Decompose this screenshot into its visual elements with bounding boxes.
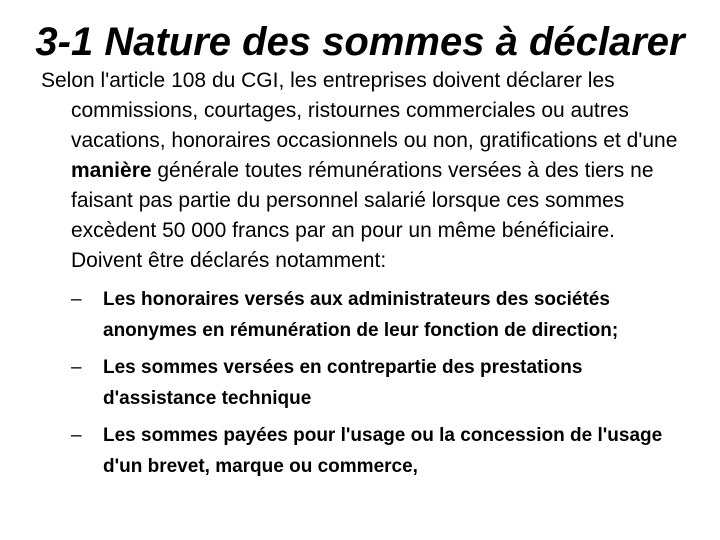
list-item	[71, 284, 691, 346]
list-item	[71, 420, 691, 482]
dash-bullet-icon: –	[71, 357, 82, 378]
list-item	[71, 352, 691, 414]
slide-title: 3-1 Nature des sommes à déclarer	[35, 20, 685, 64]
list-item-text: Les honoraires versés aux administrateurs des sociétés anonymes en rémunération de leur fonction de direction;	[103, 289, 619, 341]
list-item-text: Les sommes payées pour l'usage ou la concession de l'usage d'un brevet, marque ou commerce,	[103, 425, 663, 477]
slide-body	[41, 66, 691, 488]
intro-paragraph	[41, 66, 691, 276]
dash-bullet-icon: –	[71, 425, 82, 446]
dash-bullet-icon: –	[71, 289, 82, 310]
bullet-list	[41, 284, 691, 482]
intro-emphasis: manière	[71, 159, 152, 182]
list-item-text: Les sommes versées en contrepartie des prestations d'assistance technique	[103, 357, 583, 409]
intro-text-end: générale toutes rémunérations versées à des tiers ne faisant pas partie du personnel salarié lorsque ces sommes excèdent 50 000 francs par an pour un même bénéficiaire. Doivent être déclarés notamment:	[71, 159, 654, 272]
intro-text-start: Selon l'article 108 du CGI, les entreprises doivent déclarer les commissions, courtages, ristournes commerciales ou autres vacations, honoraires occasionnels ou non, gratifications et d'une	[41, 69, 678, 152]
